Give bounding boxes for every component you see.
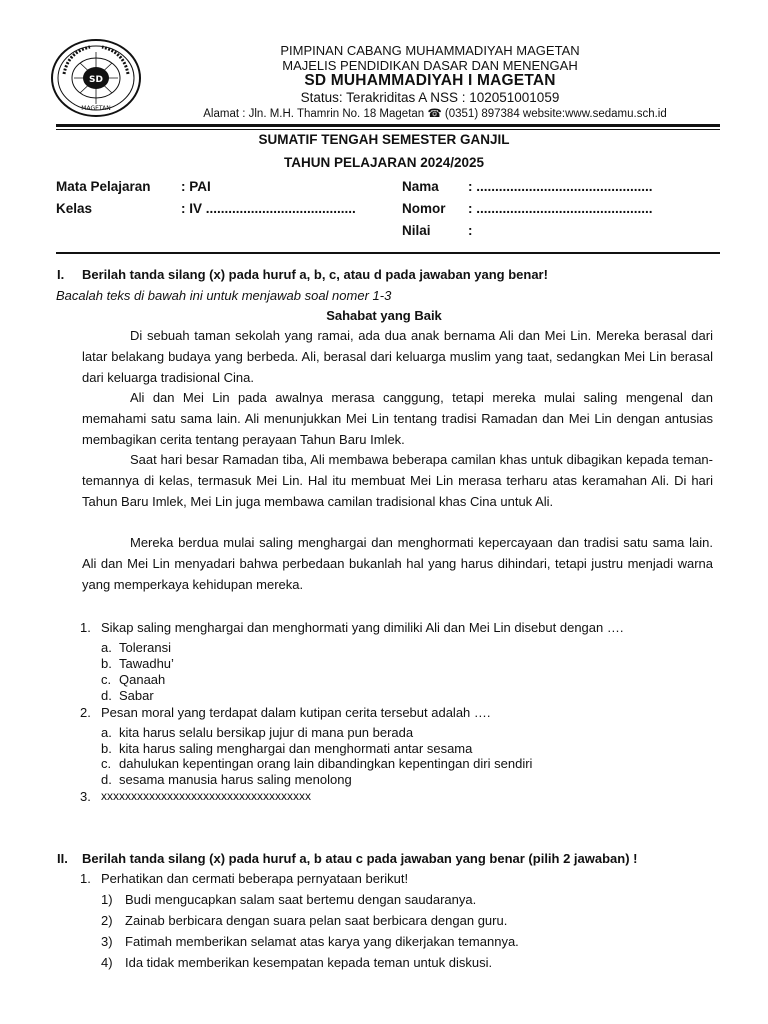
option-text[interactable]: dahulukan kepentingan orang lain dibandingkan kepentingan diri sendiri (119, 756, 533, 771)
option-text[interactable]: Toleransi (119, 640, 172, 655)
option-letter[interactable]: a. (101, 725, 112, 740)
option-text[interactable]: Sabar (119, 688, 154, 703)
section2-numeral: II. (57, 851, 68, 866)
option-letter[interactable]: d. (101, 772, 112, 787)
option-letter[interactable]: d. (101, 688, 112, 703)
statement-text: Ida tidak memberikan kesempatan kepada teman untuk diskusi. (125, 955, 493, 970)
school-status: Status: Terakriditas A NSS : 102051001059 (300, 90, 560, 105)
header-council: MAJELIS PENDIDIKAN DASAR DAN MENENGAH (282, 58, 578, 73)
statement-number: 4) (101, 955, 113, 970)
option-text[interactable]: kita harus saling menghargai dan menghormati antar sesama (119, 741, 473, 756)
phone-icon: ☎ (427, 108, 442, 120)
header-rule-thick (56, 124, 720, 127)
story-paragraph: Di sebuah taman sekolah yang ramai, ada dua anak bernama Ali dan Mei Lin. Mereka berasal dari latar belakang budaya yang berbeda. Ali, berasal dari keluarga muslim yang taat, sedangkan Mei Lin berasal dari keluarga tradisional Cina. (82, 328, 713, 385)
section1-numeral: I. (57, 267, 65, 282)
question-text: Sikap saling menghargai dan menghormati yang dimiliki Ali dan Mei Lin disebut dengan …. (101, 620, 624, 635)
class-label: Kelas (56, 201, 93, 216)
header-rule-thin (56, 129, 720, 130)
statement-text: Budi mengucapkan salam saat bertemu dengan saudaranya. (125, 892, 477, 907)
option-letter[interactable]: c. (101, 672, 112, 687)
section2-instruction: Berilah tanda silang (x) pada huruf a, b atau c pada jawaban yang benar (pilih 2 jawaban) ! (82, 851, 638, 866)
score-value: : (468, 223, 473, 238)
school-address (145, 106, 725, 120)
question-number: 1. (80, 871, 91, 886)
option-letter[interactable]: c. (101, 756, 112, 771)
option-letter[interactable]: a. (101, 640, 112, 655)
question-number: 1. (80, 620, 91, 635)
story-paragraph: Saat hari besar Ramadan tiba, Ali membawa beberapa camilan khas untuk dibagikan kepada teman-temannya di kelas, termasuk Mei Lin. Hal itu membuat Mei Lin merasa terharu atas keramahan Ali. Di hari Tahun Baru Imlek, Mei Lin juga membawa camilan tradisional khas Cina untuk Ali. (82, 452, 713, 509)
option-letter[interactable]: b. (101, 656, 112, 671)
option-text[interactable]: sesama manusia harus saling menolong (119, 772, 352, 787)
class-value: : IV ........................................ (181, 201, 356, 216)
section1-instruction: Berilah tanda silang (x) pada huruf a, b, c, atau d pada jawaban yang benar! (82, 267, 548, 282)
option-text[interactable]: Qanaah (119, 672, 166, 687)
academic-year: TAHUN PELAJARAN 2024/2025 (283, 155, 485, 170)
school-logo (50, 38, 142, 118)
story-paragraph: Ali dan Mei Lin pada awalnya merasa canggung, tetapi mereka mulai saling mengenal dan memahami satu sama lain. Ali menunjukkan Mei Lin tentang tradisi Ramadan dan Mei Lin dengan antusias membagikan cerita tentang perayaan Tahun Baru Imlek. (82, 390, 713, 447)
question-text: Pesan moral yang terdapat dalam kutipan cerita tersebut adalah …. (101, 705, 491, 720)
address-contact: (0351) 897384 website:www.sedamu.sch.id (441, 108, 667, 120)
option-letter[interactable]: b. (101, 741, 112, 756)
school-name: SD MUHAMMADIYAH I MAGETAN (304, 72, 556, 89)
statement-text: Zainab berbicara dengan suara pelan saat berbicara dengan guru. (125, 913, 508, 928)
name-value: : ............................................... (468, 179, 653, 194)
reading-note: Bacalah teks di bawah ini untuk menjawab soal nomer 1-3 (56, 288, 392, 303)
svg-text:SD: SD (89, 75, 103, 85)
statement-text: Fatimah memberikan selamat atas karya yang dikerjakan temannya. (125, 934, 519, 949)
question-text: Perhatikan dan cermati beberapa pernyataan berikut! (101, 871, 409, 886)
option-text[interactable]: Tawadhu’ (119, 656, 174, 671)
exam-title: SUMATIF TENGAH SEMESTER GANJIL (258, 132, 510, 147)
statement-number: 3) (101, 934, 113, 949)
subject-label: Mata Pelajaran (56, 179, 151, 194)
story-title: Sahabat yang Baik (326, 308, 442, 323)
logo-label: MAGETAN (81, 105, 111, 112)
name-label: Nama (402, 179, 439, 194)
number-label: Nomor (402, 201, 446, 216)
question-text: xxxxxxxxxxxxxxxxxxxxxxxxxxxxxxxxxxx (101, 789, 311, 803)
address-street: Alamat : Jln. M.H. Thamrin No. 18 Magetan (203, 108, 428, 120)
identity-rule (56, 252, 720, 254)
option-text[interactable]: kita harus selalu bersikap jujur di mana pun berada (119, 725, 414, 740)
score-label: Nilai (402, 223, 431, 238)
number-value: : ............................................... (468, 201, 653, 216)
question-number: 2. (80, 705, 91, 720)
statement-number: 2) (101, 913, 113, 928)
subject-value: : PAI (181, 179, 211, 194)
header-organization: PIMPINAN CABANG MUHAMMADIYAH MAGETAN (280, 43, 580, 58)
question-number: 3. (80, 789, 91, 804)
statement-number: 1) (101, 892, 113, 907)
story-paragraph: Mereka berdua mulai saling menghargai dan menghormati kepercayaan dan tradisi satu sama lain. Ali dan Mei Lin menyadari bahwa perbedaan bukanlah hal yang harus dihindari, tetapi justru menjadi warna yang memperkaya kehidupan mereka. (82, 535, 713, 592)
